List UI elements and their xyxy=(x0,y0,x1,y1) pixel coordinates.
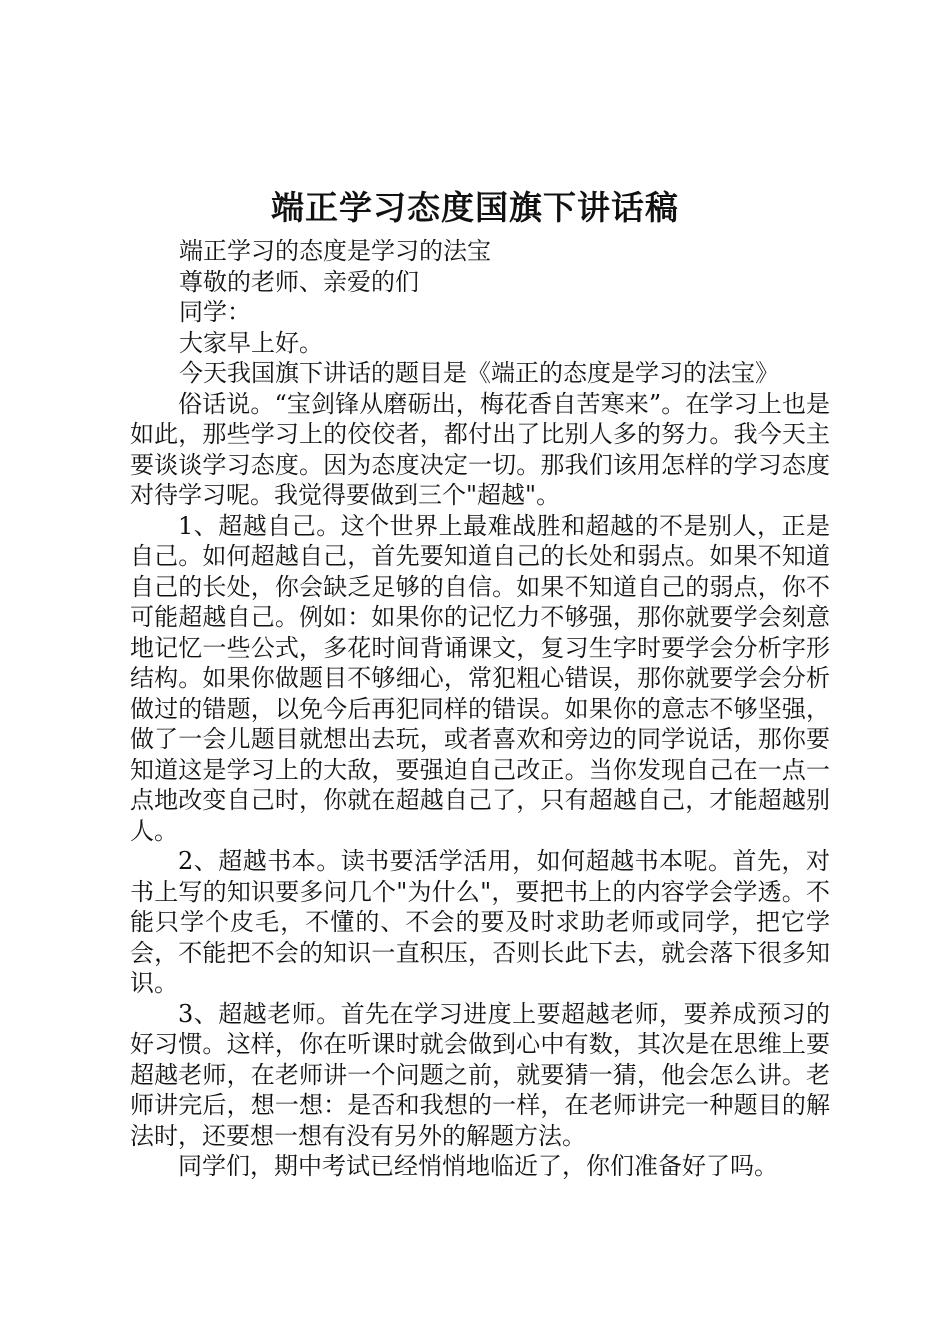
paragraph-surpass-self: 1、超越自己。这个世界上最难战胜和超越的不是别人，正是自己。如何超越自己，首先要知道自己的长处和弱点。如果不知道自己的长处，你会缺乏足够的自信。如果不知道自己的弱点，你不可能超越自己。例如：如果你的记忆力不够强，那你就要学会刻意地记忆一些公式，多花时间背诵课文，复习生字时要学会分析字形结构。如果你做题目不够细心，常犯粗心错误，那你就要学会分析做过的错题，以免今后再犯同样的错误。如果你的意志不够坚强，做了一会儿题目就想出去玩，或者喜欢和旁边的同学说话，那你要知道这是学习上的大敌，要强迫自己改正。当你发现自己在一点一点地改变自己时，你就在超越自己了，只有超越自己，才能超越别人。 xyxy=(130,511,830,845)
salutation-line: 尊敬的老师、亲爱的们 xyxy=(179,267,419,296)
topic-line: 今天我国旗下讲话的题目是《端正的态度是学习的法宝》 xyxy=(179,359,779,387)
document-body xyxy=(130,236,830,1182)
paragraph-surpass-teacher: 3、超越老师。首先在学习进度上要超越老师，要养成预习的好习惯。这样，你在听课时就会做到心中有数，其次是在思维上要超越老师，在老师讲一个问题之前，就要猜一猜，他会怎么讲。老师讲完后，想一想：是否和我想的一样，在老师讲完一种题目的解法时，还要想一想有没有另外的解题方法。 xyxy=(130,999,830,1150)
document-title: 端正学习态度国旗下讲话稿 xyxy=(271,188,679,227)
subtitle-line: 端正学习的态度是学习的法宝 xyxy=(179,237,491,265)
paragraph-surpass-books: 2、超越书本。读书要活学活用，如何超越书本呢。首先，对书上写的知识要多问几个"为什么"，要把书上的内容学会学透。不能只学个皮毛，不懂的、不会的要及时求助老师或同学，把它学会，不能把不会的知识一直积压，否则长此下去，就会落下很多知识。 xyxy=(130,847,830,997)
greeting-line: 大家早上好。 xyxy=(179,328,323,357)
paragraph-closing: 同学们，期中考试已经悄悄地临近了，你们准备好了吗。 xyxy=(178,1152,778,1180)
paragraph-intro: 俗话说。“宝剑锋从磨砺出，梅花香自苦寒来”。在学习上也是如此，那些学习上的佼佼者，都付出了比别人多的努力。我今天主要谈谈学习态度。因为态度决定一切。那我们该用怎样的学习态度对待学习呢。我觉得要做到三个"超越"。 xyxy=(130,389,830,509)
salutation-line-continued: 同学： xyxy=(179,298,251,326)
